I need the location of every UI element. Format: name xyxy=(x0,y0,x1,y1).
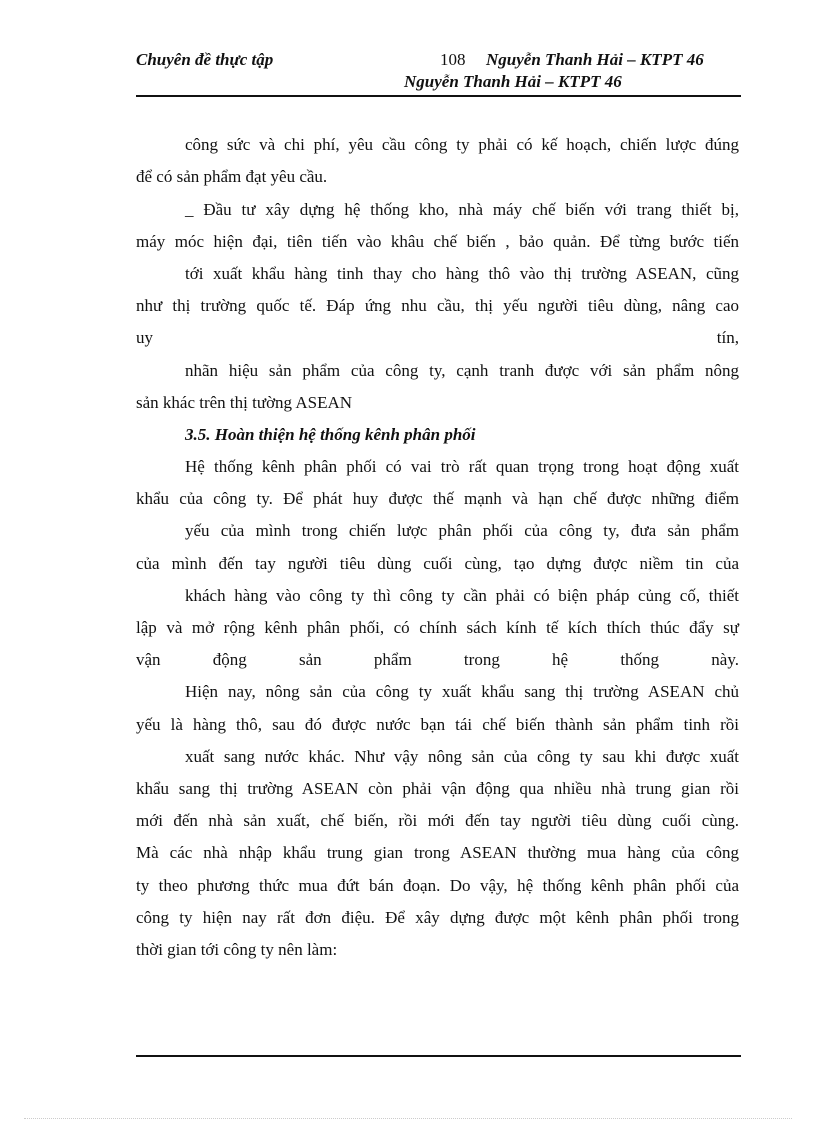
text-line: máy móc hiện đại, tiên tiến vào khâu chế biến , bảo quản. Để từng bước tiến xyxy=(136,232,739,251)
text-line: yếu là hàng thô, sau đó được nước bạn tái chế biến thành sản phẩm tinh rồi xyxy=(136,715,739,734)
text-line: sản khác trên thị tường ASEAN xyxy=(136,393,353,412)
text-line: của mình đến tay người tiêu dùng cuối cùng, tạo dựng được niềm tin của xyxy=(136,554,739,573)
text-line: Hệ thống kênh phân phối có vai trò rất quan trọng trong hoạt động xuất xyxy=(185,457,739,476)
text-line: thời gian tới công ty nên làm: xyxy=(136,940,338,959)
text-line: để có sản phẩm đạt yêu cầu. xyxy=(136,167,328,186)
header-rule xyxy=(136,95,741,97)
text-line: nhãn hiệu sản phẩm của công ty, cạnh tranh được với sản phẩm nông xyxy=(185,361,739,380)
author-line-duplicate: Nguyễn Thanh Hải – KTPT 46 xyxy=(404,72,622,91)
section-heading: 3.5. Hoàn thiện hệ thống kênh phân phối xyxy=(185,425,476,444)
text-line: tới xuất khẩu hàng tinh thay cho hàng thô vào thị trường ASEAN, cũng xyxy=(185,264,739,283)
text-line: uy tín, xyxy=(136,328,739,347)
page-edge-dotted-line xyxy=(24,1118,792,1119)
text-line: Mà các nhà nhập khẩu trung gian trong ASEAN thường mua hàng của công xyxy=(136,843,739,862)
footer-rule xyxy=(136,1055,741,1057)
document-title: Chuyên đề thực tập xyxy=(136,50,274,69)
text-line: công sức và chi phí, yêu cầu công ty phải có kế hoạch, chiến lược đúng xyxy=(185,135,739,154)
text-line: lập và mở rộng kênh phân phối, có chính sách kính tế kích thích thúc đẩy sự xyxy=(136,618,739,637)
text-line: yếu của mình trong chiến lược phân phối của công ty, đưa sản phẩm xyxy=(185,521,739,540)
text-line: khách hàng vào công ty thì công ty cần phải có biện pháp củng cố, thiết xyxy=(185,586,739,605)
text-line: khẩu của công ty. Để phát huy được thế mạnh và hạn chế được những điểm xyxy=(136,489,739,508)
text-line: ty theo phương thức mua đứt bán đoạn. Do vậy, hệ thống kênh phân phối của xyxy=(136,876,739,895)
text-line: _ Đầu tư xây dựng hệ thống kho, nhà máy chế biến với trang thiết bị, xyxy=(185,200,739,219)
text-line: như thị trường quốc tế. Đáp ứng nhu cầu, thị yếu người tiêu dùng, nâng cao xyxy=(136,296,739,315)
text-line: mới đến nhà sản xuất, chế biến, rồi mới đến tay người tiêu dùng cuối cùng. xyxy=(136,811,739,830)
text-line: khẩu sang thị trường ASEAN còn phải vận động qua nhiều nhà trung gian rồi xyxy=(136,779,739,798)
text-line: Hiện nay, nông sản của công ty xuất khẩu sang thị trường ASEAN chủ xyxy=(185,682,739,701)
author-line: Nguyễn Thanh Hải – KTPT 46 xyxy=(486,50,704,69)
text-line: công ty hiện nay rất đơn điệu. Để xây dựng được một kênh phân phối trong xyxy=(136,908,739,927)
page-number: 108 xyxy=(440,50,466,69)
text-line: xuất sang nước khác. Như vậy nông sản của công ty sau khi được xuất xyxy=(185,747,739,766)
text-line: vận động sản phẩm trong hệ thống này. xyxy=(136,650,739,669)
